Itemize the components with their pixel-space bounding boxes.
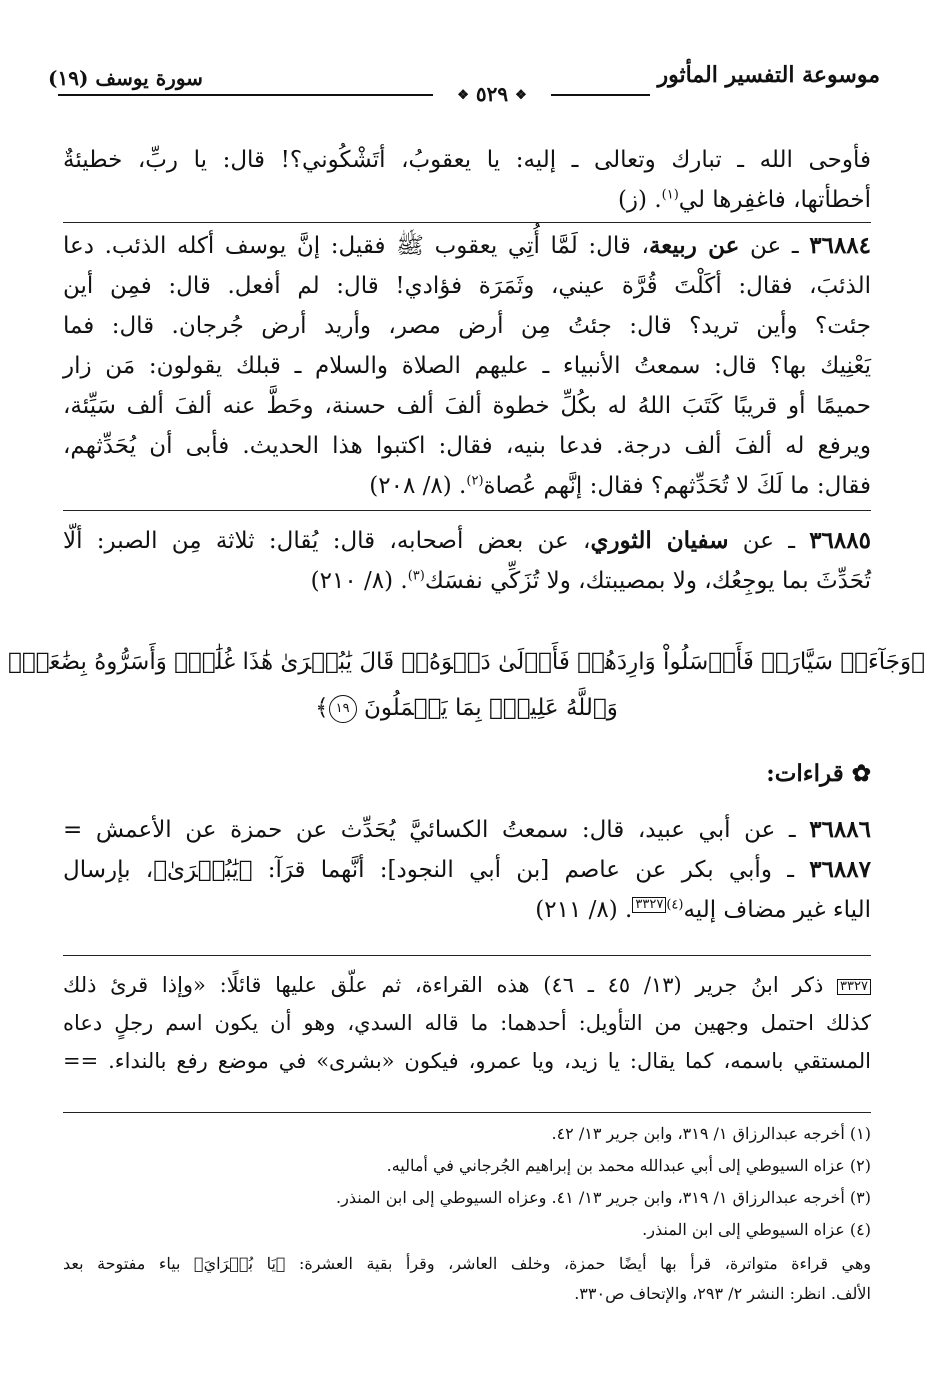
- text-line: جئت؟ وأين تريد؟ قال: جئتُ مِن أرض مصر، وأريد أرض جُرجان. قال: فما: [63, 313, 871, 339]
- commentary-line: المستقي باسمه، كما يقال: يا زيد، ويا عمرو، فيكون «بشرى» في موضع رفع بالنداء. ==: [63, 1049, 871, 1073]
- quran-verse-line: وَٱللَّهُ عَلِيمُۢ بِمَا يَعۡمَلُونَ ١٩﴾: [315, 695, 618, 721]
- footnote: (٣) أخرجه عبدالرزاق ١/ ٣١٩، وابن جرير ١٣/ ٤١. وعزاه السيوطي إلى ابن المنذر.: [336, 1188, 871, 1207]
- athar-number: ٣٦٨٨٤: [809, 232, 872, 259]
- athar-number: ٣٦٨٨٥: [809, 527, 871, 554]
- footnote: الألف. انظر: النشر ٢/ ٢٩٣، والإتحاف ص٣٣٠.: [574, 1284, 871, 1303]
- qiraat-heading: ✿ قراءات:: [766, 760, 871, 787]
- text-line: ٣٦٨٨٤ ـ عن عن ربيعة، قال: لَمَّا أُتِي يعقوب ﷺ فقيل: إنَّ يوسف أكله الذئب. دعا: [63, 232, 872, 259]
- ayah-number-icon: ١٩: [329, 695, 357, 723]
- text-line: أخطأتها، فاغفِرها لي$^{(١)}$. (ز): [617, 187, 871, 213]
- section-divider: [63, 222, 871, 223]
- footnote: (١) أخرجه عبدالرزاق ١/ ٣١٩، وابن جرير ١٣/ ٤٢.: [551, 1124, 871, 1143]
- footnotes-divider: [63, 1112, 871, 1113]
- narrator-name: عن ربيعة: [648, 232, 740, 259]
- surah-title: سورة يوسف (١٩): [48, 66, 203, 90]
- commentary-ref-badge: ٣٣٢٧: [837, 979, 871, 995]
- ornament-icon: ❖: [515, 88, 527, 103]
- text-line: ٣٦٨٨٧ ـ وأبي بكر عن عاصم [بن أبي النجود]: أنَّهما قرَآ: ﴿يَٰبُشۡرَىٰ﴾، بإرسال: [63, 856, 871, 883]
- quran-verse-line: ﴿وَجَآءَتۡ سَيَّارَةٞ فَأَرۡسَلُواْ وَارِدَهُمۡ فَأَدۡلَىٰ دَلۡوَهُۥۖ قَالَ يَٰبُشۡرَىٰ هَٰذَا غُلَٰمٞۚ وَأَسَرُّوهُ بِضَٰعَةٗۚ: [8, 649, 925, 675]
- commentary-ref-badge: ٣٣٢٧: [632, 897, 666, 913]
- text-line: ويرفع له ألفَ ألف درجة. فدعا بنيه، فقال: اكتبوا هذا الحديث. فأبى أن يُحَدِّثهم،: [63, 433, 871, 459]
- footnote-ref: (٢): [466, 473, 484, 489]
- flower-ornament-icon: ✿: [851, 760, 871, 787]
- footnote: (٤) عزاه السيوطي إلى ابن المنذر.: [642, 1220, 871, 1239]
- footnote: (٢) عزاه السيوطي إلى أبي عبدالله محمد بن إبراهيم الجُرجاني في أماليه.: [386, 1156, 871, 1175]
- text-line: ٣٦٨٨٦ ـ عن أبي عبيد، قال: سمعتُ الكسائيَّ يُحَدِّث عن حمزة عن الأعمش =: [63, 816, 871, 843]
- section-divider: [63, 510, 871, 511]
- ornament-icon: ❖: [457, 88, 469, 103]
- page-number: ❖ ٥٢٩ ❖: [433, 82, 551, 106]
- page-header: [48, 56, 880, 104]
- commentary-line: ٣٣٢٧ ذكر ابنُ جرير (١٣/ ٤٥ ـ ٤٦) هذه القراءة، ثم علّق عليها قائلًا: «وإذا قرئ ذلك: [63, 966, 871, 1004]
- athar-number: ٣٦٨٨٦: [809, 816, 871, 843]
- text-line: ٣٦٨٨٥ ـ عن سفيان الثوري، عن بعض أصحابه، قال: يُقال: ثلاثة مِن الصبر: ألّا: [63, 527, 871, 554]
- text-line: الذئبَ، فقال: أكَلْتَ قُرَّة عيني، وثَمَرَة فؤادي! قال: لم أفعل. قال: فمِن أين: [63, 273, 871, 299]
- narrator-name: سفيان الثوري: [590, 527, 729, 554]
- footnote-ref: (٣): [407, 568, 425, 584]
- book-title: موسوعة التفسير المأثور: [657, 62, 880, 88]
- commentary-line: كذلك احتمل وجهين من التأويل: أحدهما: ما قاله السدي، وهو أن يكون اسم رجلٍ دعاه: [63, 1011, 871, 1035]
- header-rule-left: [58, 94, 448, 96]
- text-line: فقال: ما لَكَ لا تُحَدِّثهم؟ فقال: إنَّهم عُصاة$^{(٢)}$. (٨/ ٢٠٨): [369, 473, 871, 499]
- text-line: الياء غير مضاف إليه$^{(٤)}$٣٣٢٧. (٨/ ٢١١): [535, 897, 871, 923]
- text-line: تُحَدِّثَ بما يوجِعُك، ولا بمصيبتك، ولا تُزَكِّي نفسَك$^{(٣)}$. (٨/ ٢١٠): [310, 568, 871, 594]
- text-line: فأوحى الله ـ تبارك وتعالى ـ إليه: يا يعقوبُ، أتَشْكُوني؟! قال: يا ربِّ، خطيئةٌ: [63, 147, 871, 173]
- footnote-ref: (١): [661, 187, 679, 203]
- athar-number: ٣٦٨٨٧: [809, 856, 871, 883]
- text-line: حميمًا أو قريبًا كَتَبَ اللهُ له بكُلِّ خطوة ألفَ ألف حسنة، وحَطَّ عنه ألفَ ألف سَيِّئة،: [63, 393, 871, 419]
- text-line: يَعْنِيك بها؟ قال: سمعتُ الأنبياء ـ عليهم الصلاة والسلام ـ قبلك يقولون: مَن زار: [63, 353, 871, 379]
- footnote: وهي قراءة متواترة، قرأ بها أيضًا حمزة، وخلف العاشر، وقرأ بقية العشرة: ﴿يَا بُشۡرَايَ﴾ بياء مفتوحة بعد: [63, 1254, 871, 1273]
- footnote-ref: (٤): [666, 897, 684, 913]
- commentary-divider: [63, 955, 871, 956]
